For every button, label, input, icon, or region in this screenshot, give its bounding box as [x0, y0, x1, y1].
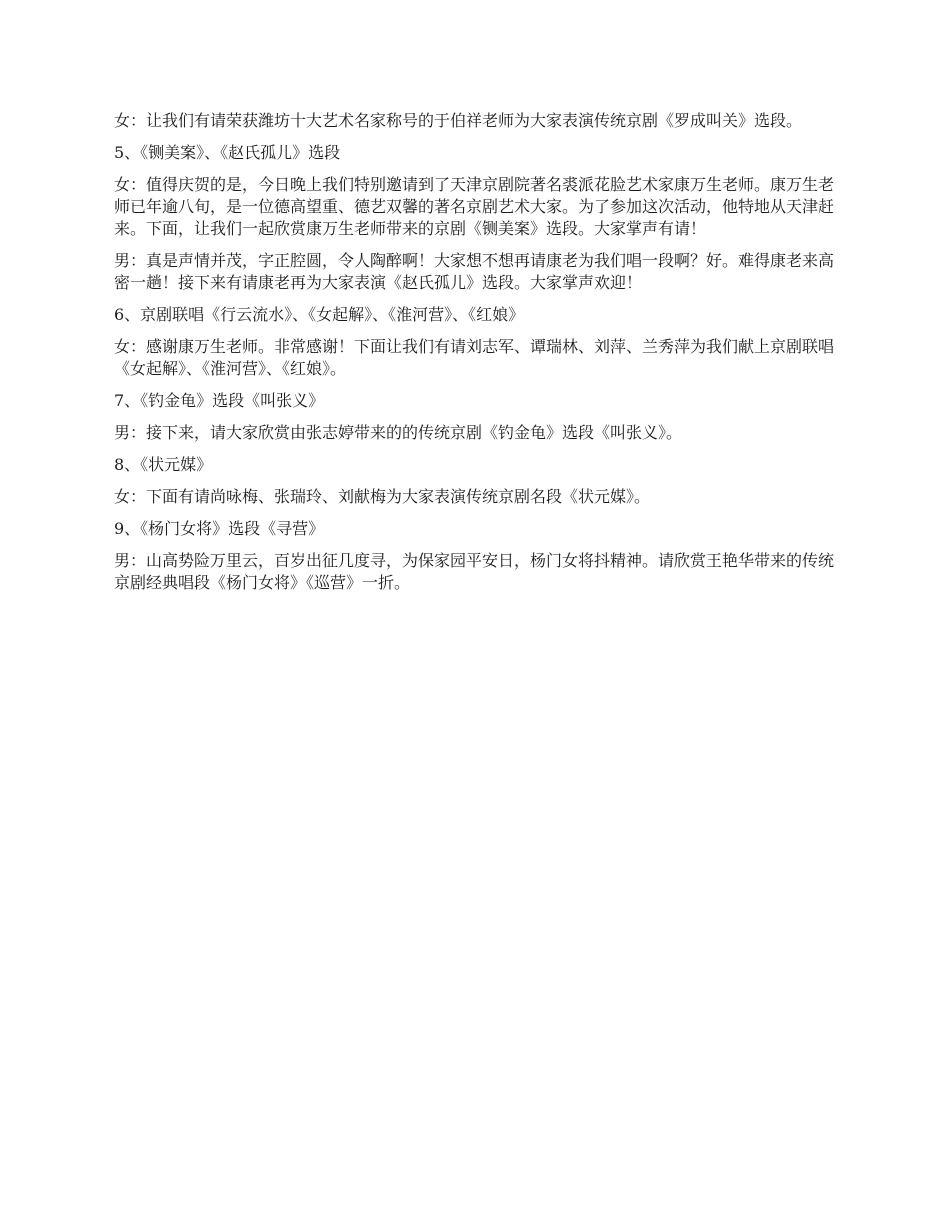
document-page: [114, 110, 842, 604]
paragraph-medley: 女：感谢康万生老师。非常感谢！下面让我们有请刘志军、谭瑞林、刘萍、兰秀萍为我们献上京剧联唱《女起解》、《淮河营》、《红娘》。: [114, 337, 835, 378]
paragraph-kang-encore: 男：真是声情并茂，字正腔圆，令人陶醉啊！大家想不想再请康老为我们唱一段啊？好。难得康老来高密一趟！接下来有请康老再为大家表演《赵氏孤儿》选段。大家掌声欢迎！: [114, 251, 835, 292]
paragraph-luocheng: 女：让我们有请荣获潍坊十大艺术名家称号的于伯祥老师为大家表演传统京剧《罗成叫关》选段。: [114, 111, 803, 130]
section-heading-9: 9、《杨门女将》选段《寻营》: [114, 519, 325, 538]
paragraph-yangmennvjiang: 男：山高势险万里云，百岁出征几度寻，为保家园平安日，杨门女将抖精神。请欣赏王艳华带来的传统京剧经典唱段《杨门女将》《巡营》一折。: [114, 551, 835, 592]
paragraph-diaojingui: 男：接下来，请大家欣赏由张志婷带来的的传统京剧《钓金龟》选段《叫张义》。: [114, 423, 683, 442]
section-heading-6: 6、京剧联唱《行云流水》、《女起解》、《淮河营》、《红娘》: [114, 305, 525, 324]
section-heading-8: 8、《状元媒》: [114, 455, 213, 474]
section-heading-5: 5、《铡美案》、《赵氏孤儿》选段: [114, 143, 341, 162]
paragraph-kang-intro: 女：值得庆贺的是，今日晚上我们特别邀请到了天津京剧院著名裘派花脸艺术家康万生老师。康万生老师已年逾八旬，是一位德高望重、德艺双馨的著名京剧艺术大家。为了参加这次活动，他特地从天津赶来。下面，让我们一起欣赏康万生老师带来的京剧《铡美案》选段。大家掌声有请！: [114, 175, 835, 238]
paragraph-zhuangyuanmei: 女：下面有请尚咏梅、张瑞玲、刘献梅为大家表演传统京剧名段《状元媒》。: [114, 487, 651, 506]
section-heading-7: 7、《钓金龟》选段《叫张义》: [114, 391, 325, 410]
